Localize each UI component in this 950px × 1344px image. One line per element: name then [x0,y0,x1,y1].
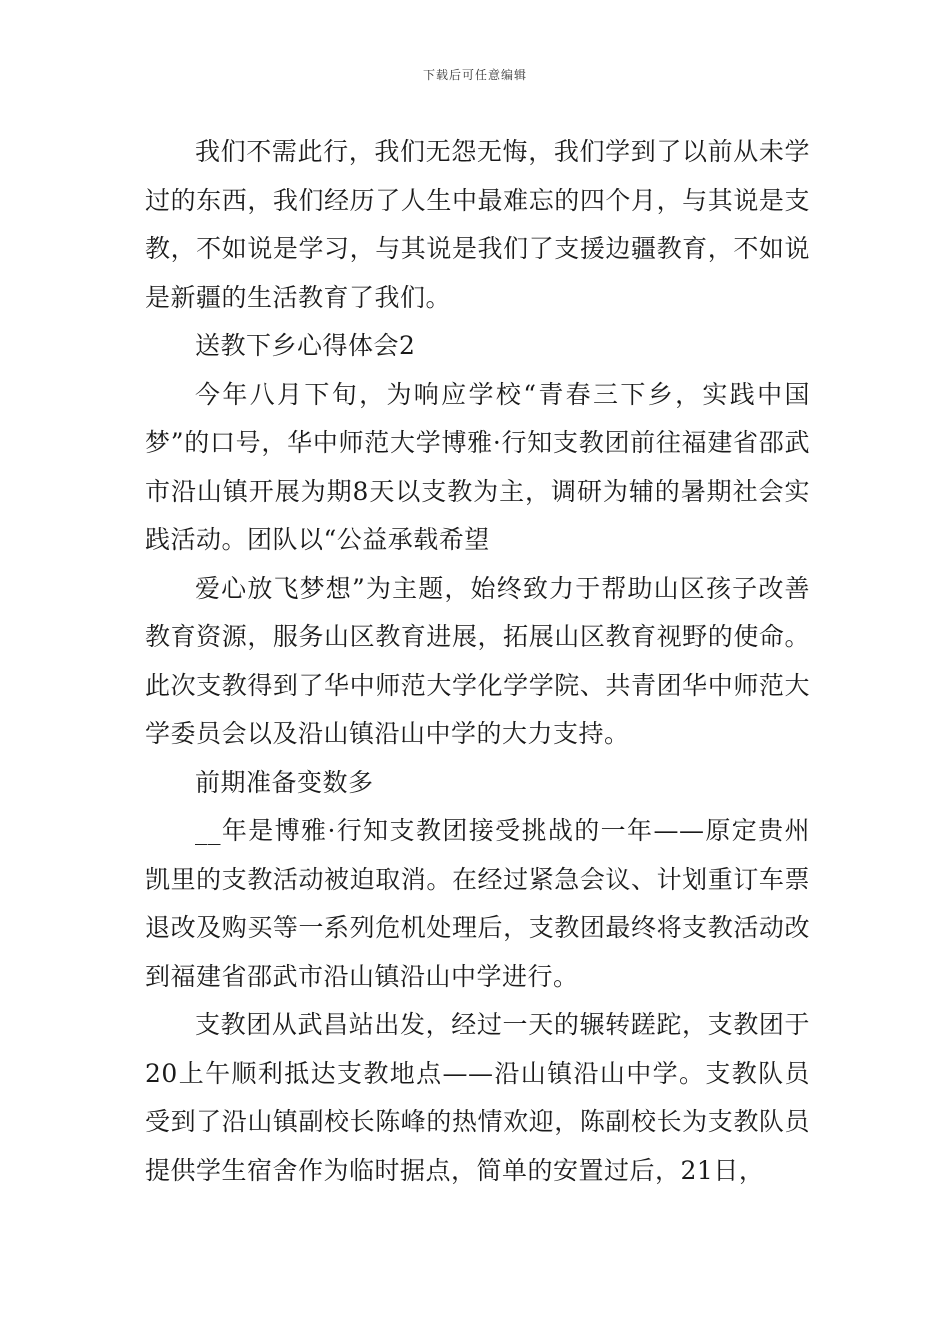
subheading-preparation: 前期准备变数多 [195,767,374,797]
paragraph-arrival: 支教团从武昌站出发，经过一天的辗转蹉跎，支教团于20上午顺利抵达支教地点——沿山镇沿山中学。支教队员受到了沿山镇副校长陈峰的热情欢迎，陈副校长为支教队员提供学生宿舍作为临时据点，简单的安置过后，21日， [145,1010,810,1185]
paragraph-reflection-end: 我们不需此行，我们无怨无悔，我们学到了以前从未学过的东西，我们经历了人生中最难忘的四个月，与其说是支教，不如说是学习，与其说是我们了支援边疆教育，不如说是新疆的生活教育了我们。 [145,137,810,312]
header-note: 下载后可任意编辑 [422,68,527,82]
paragraph-intro: 今年八月下旬，为响应学校“青春三下乡，实践中国梦”的口号，华中师范大学博雅·行知支教团前往福建省邵武市沿山镇开展为期8天以支教为主，调研为辅的暑期社会实践活动。团队以“公益承载希望 [145,379,810,554]
document-body [145,128,810,1195]
section-title-2: 送教下乡心得体会2 [195,331,416,360]
paragraph-theme: 爱心放飞梦想”为主题，始终致力于帮助山区孩子改善教育资源，服务山区教育进展，拓展山区教育视野的使命。此次支教得到了华中师范大学化学学院、共青团华中师范大学委员会以及沿山镇沿山中学的大力支持。 [145,573,810,748]
paragraph-preparation: __年是博雅·行知支教团接受挑战的一年——原定贵州凯里的支教活动被迫取消。在经过紧急会议、计划重订车票退改及购买等一系列危机处理后，支教团最终将支教活动改到福建省邵武市沿山镇沿山中学进行。 [145,816,810,991]
